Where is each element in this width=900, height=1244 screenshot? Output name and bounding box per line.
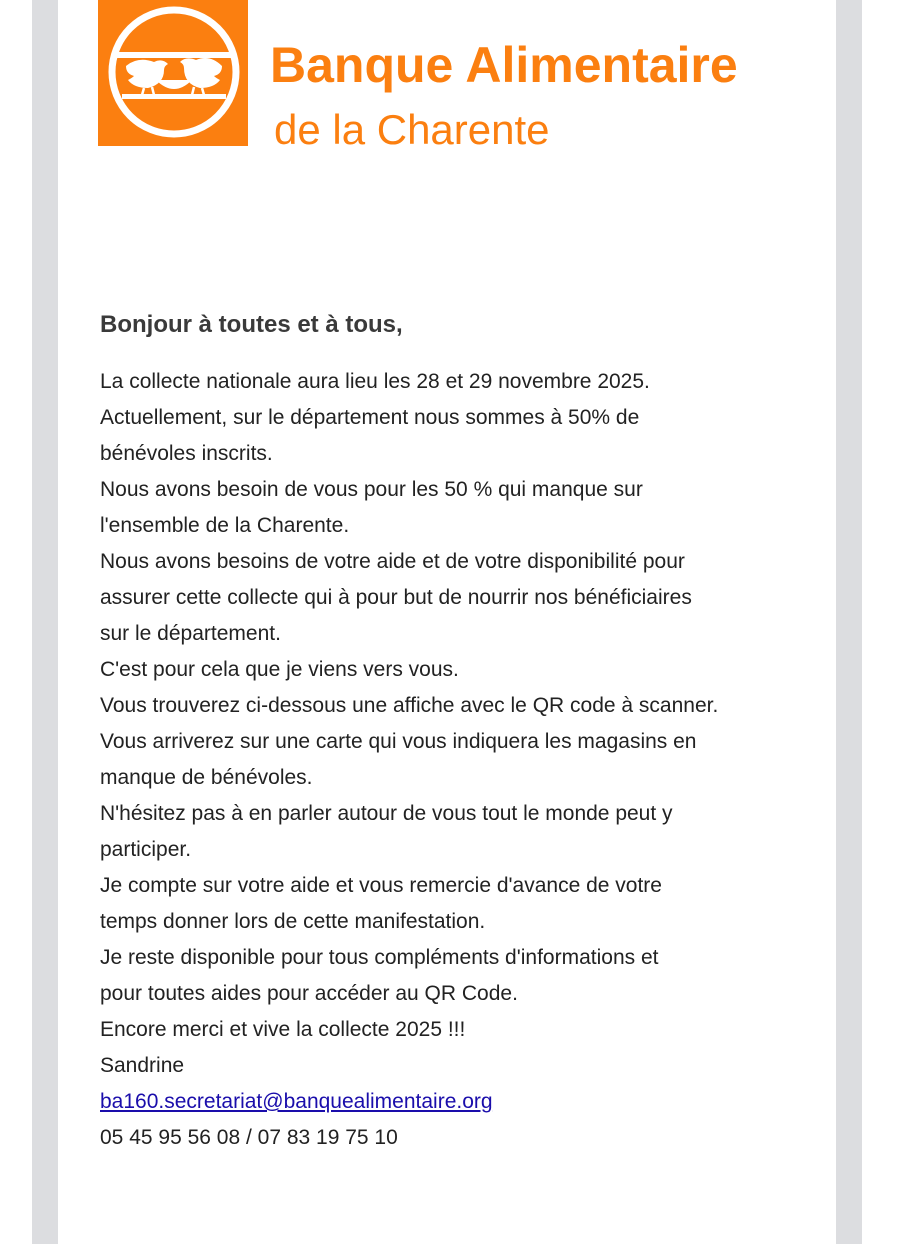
message-line: Je reste disponible pour tous compléments d'informations et	[100, 946, 659, 969]
message-line: sur le département.	[100, 622, 281, 645]
message-greeting: Bonjour à toutes et à tous,	[100, 311, 403, 338]
message-line: C'est pour cela que je viens vers vous.	[100, 658, 459, 681]
brand-name: Banque Alimentaire	[270, 37, 738, 93]
message-line: Nous avons besoins de votre aide et de votre disponibilité pour	[100, 550, 685, 573]
message-line: N'hésitez pas à en parler autour de vous tout le monde peut y	[100, 802, 673, 825]
birds-bowl-logo-icon	[98, 0, 248, 146]
message-line: Vous trouverez ci-dessous une affiche avec le QR code à scanner.	[100, 694, 719, 717]
message-line: temps donner lors de cette manifestation.	[100, 910, 486, 933]
message-body	[100, 364, 810, 1156]
message-line: bénévoles inscrits.	[100, 442, 273, 465]
message-line: La collecte nationale aura lieu les 28 et 29 novembre 2025.	[100, 370, 650, 393]
message-line: manque de bénévoles.	[100, 766, 313, 789]
phone-numbers: 05 45 95 56 08 / 07 83 19 75 10	[100, 1126, 398, 1149]
message-line: assurer cette collecte qui à pour but de nourrir nos bénéficiaires	[100, 586, 692, 609]
message-line: Actuellement, sur le département nous sommes à 50% de	[100, 406, 640, 429]
brand-subtitle: de la Charente	[274, 106, 550, 153]
message-line: Vous arriverez sur une carte qui vous indiquera les magasins en	[100, 730, 697, 753]
email-link[interactable]: ba160.secretariat@banquealimentaire.org	[100, 1090, 493, 1113]
left-gutter	[32, 0, 58, 1244]
message-line: Encore merci et vive la collecte 2025 !!!	[100, 1018, 466, 1041]
message-line: l'ensemble de la Charente.	[100, 514, 350, 537]
message-line: Nous avons besoin de vous pour les 50 % qui manque sur	[100, 478, 643, 501]
message-line: participer.	[100, 838, 192, 861]
right-gutter	[836, 0, 862, 1244]
signature-name: Sandrine	[100, 1054, 185, 1077]
message-line: Je compte sur votre aide et vous remercie d'avance de votre	[100, 874, 662, 897]
message-line: pour toutes aides pour accéder au QR Code.	[100, 982, 518, 1005]
